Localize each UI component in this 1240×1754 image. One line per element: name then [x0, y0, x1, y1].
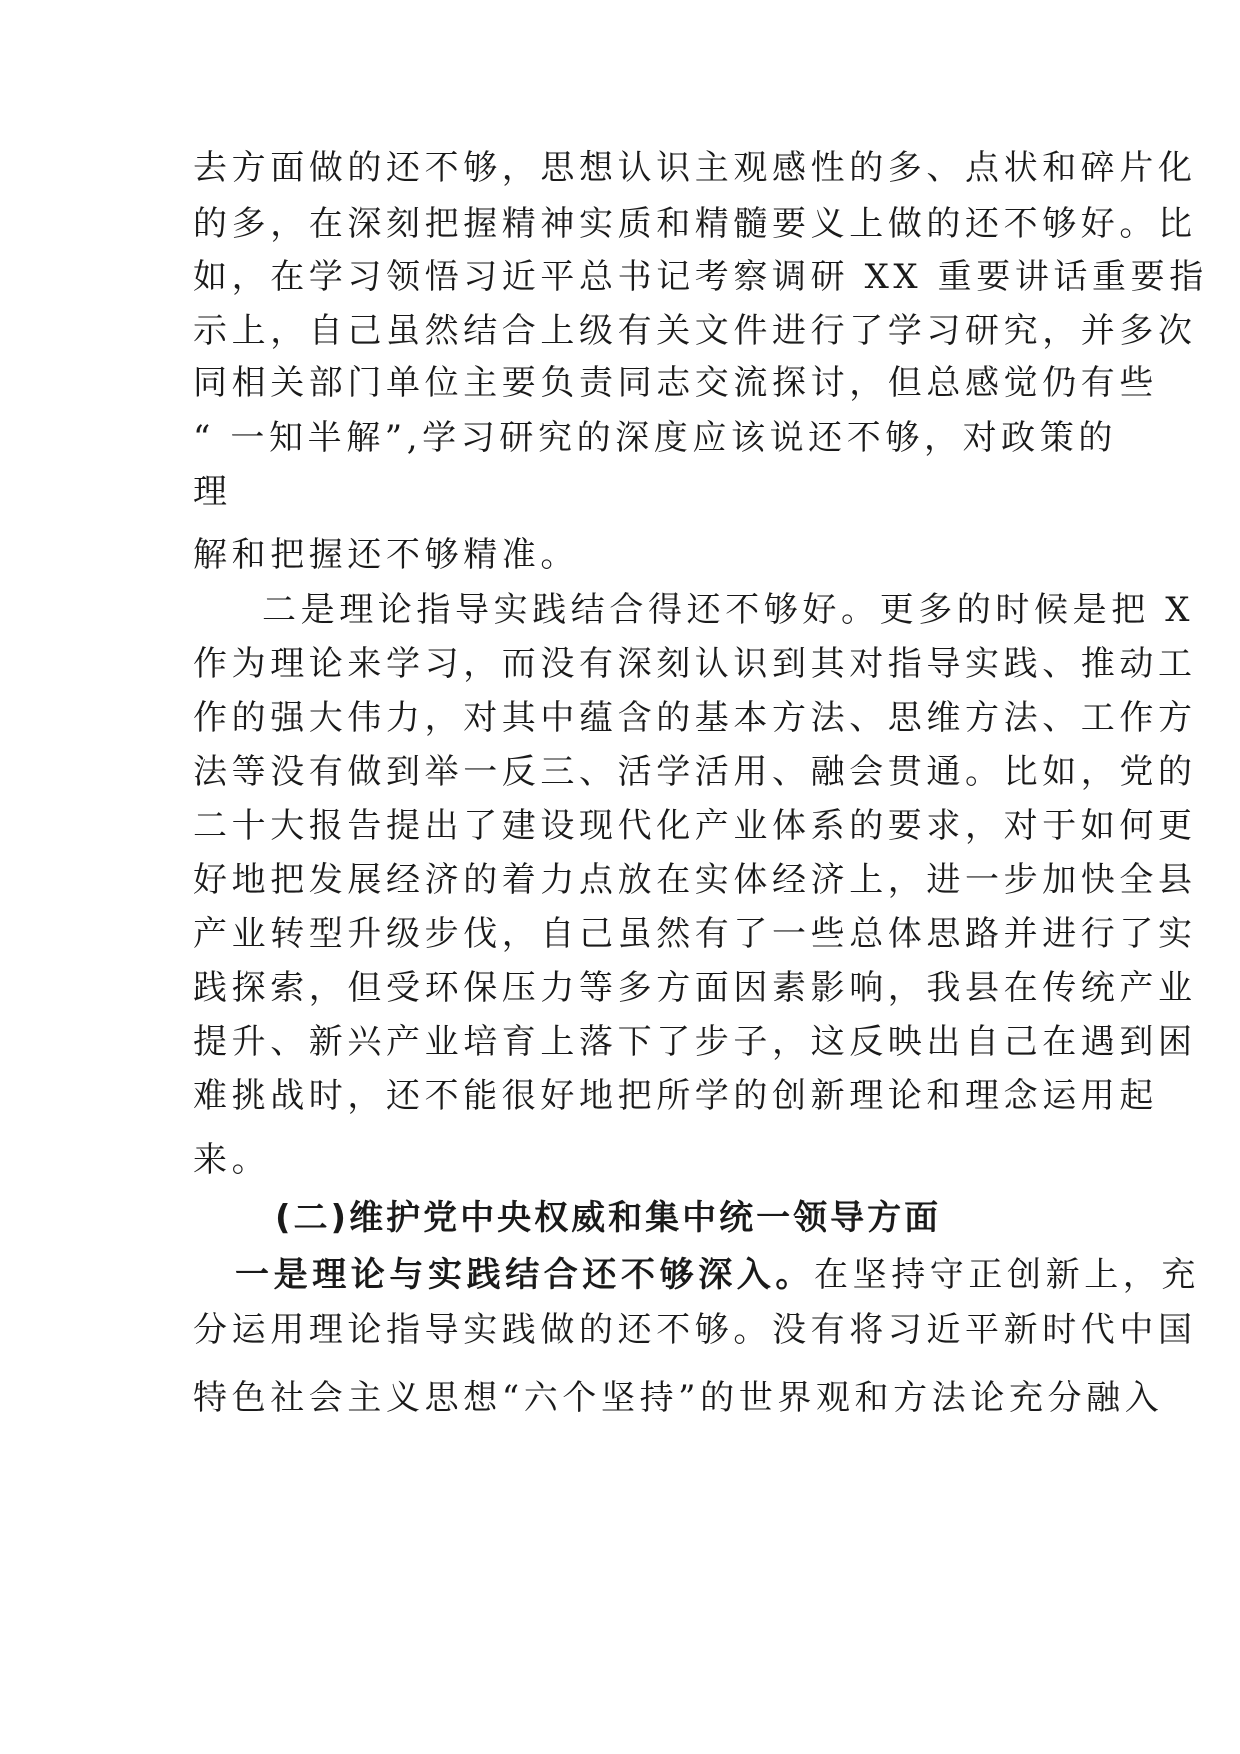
paragraph-1-line-3: 如，在学习领悟习近平总书记考察调研 XX 重要讲话重要指: [193, 257, 1208, 297]
paragraph-2-line-3: 作的强大伟力，对其中蕴含的基本方法、思维方法、工作方: [193, 698, 1197, 738]
paragraph-2-line-11: 来。: [193, 1140, 271, 1180]
paragraph-3-line-3: 特色社会主义思想“六个坚持”的世界观和方法论充分融入: [193, 1378, 1164, 1418]
paragraph-1-line-6: “ 一知半解”,学习研究的深度应该说还不够，对政策的: [193, 418, 1117, 458]
paragraph-1-line-8: 解和把握还不够精准。: [193, 535, 579, 575]
paragraph-1-line-2: 的多，在深刻把握精神实质和精髓要义上做的还不够好。比: [193, 204, 1197, 244]
paragraph-1-line-4: 示上，自己虽然结合上级有关文件进行了学习研究，并多次: [193, 311, 1197, 351]
paragraph-2-line-2: 作为理论来学习，而没有深刻认识到其对指导实践、推动工: [193, 644, 1197, 684]
paragraph-2-line-6: 好地把发展经济的着力点放在实体经济上，进一步加快全县: [193, 860, 1197, 900]
paragraph-2-line-1: 二是理论指导实践结合得还不够好。更多的时候是把 X: [262, 590, 1195, 630]
paragraph-3-line-2: 分运用理论指导实践做的还不够。没有将习近平新时代中国: [193, 1310, 1197, 1350]
paragraph-3-line-1-rest: 在坚持守正创新上，充: [814, 1255, 1200, 1295]
section-heading: (二)维护党中央权威和集中统一领导方面: [275, 1198, 942, 1238]
paragraph-2-line-4: 法等没有做到举一反三、活学活用、融会贯通。比如，党的: [193, 752, 1197, 792]
paragraph-1-line-7: 理: [193, 472, 232, 512]
paragraph-3-bold-lead: 一是理论与实践结合还不够深入。: [235, 1255, 814, 1295]
paragraph-2-line-7: 产业转型升级步伐，自己虽然有了一些总体思路并进行了实: [193, 914, 1197, 954]
paragraph-2-line-5: 二十大报告提出了建设现代化产业体系的要求，对于如何更: [193, 806, 1197, 846]
paragraph-2-line-8: 践探索，但受环保压力等多方面因素影响，我县在传统产业: [193, 968, 1197, 1008]
paragraph-1-line-1: 去方面做的还不够，思想认识主观感性的多、点状和碎片化: [193, 148, 1197, 188]
paragraph-2-line-10: 难挑战时，还不能很好地把所学的创新理论和理念运用起: [193, 1076, 1158, 1116]
paragraph-1-line-5: 同相关部门单位主要负责同志交流探讨，但总感觉仍有些: [193, 363, 1158, 403]
paragraph-3-line-1: [235, 1255, 1200, 1295]
paragraph-2-line-9: 提升、新兴产业培育上落下了步子，这反映出自己在遇到困: [193, 1022, 1197, 1062]
